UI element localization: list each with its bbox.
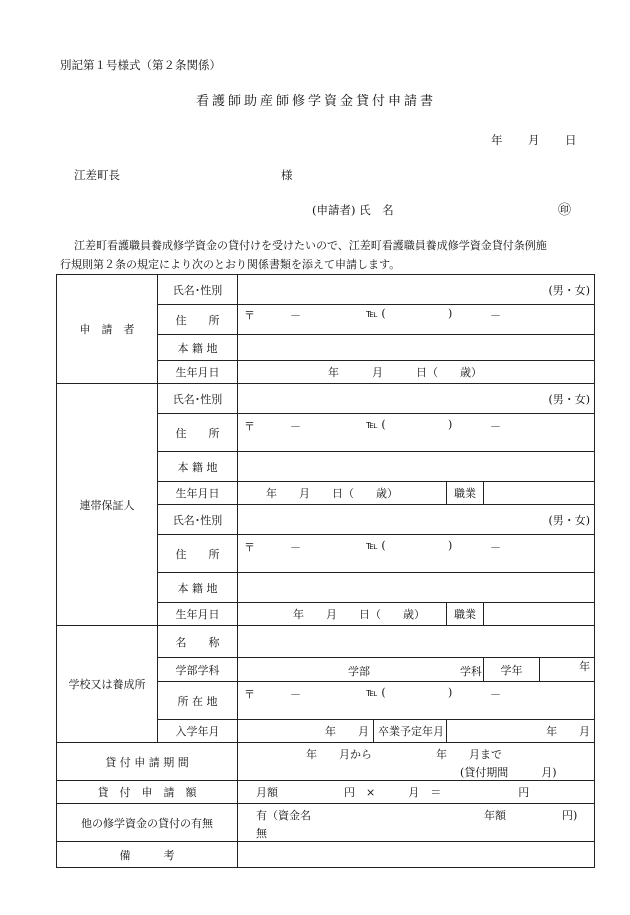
applicant-address-field[interactable] xyxy=(238,305,595,335)
tel-dash: － xyxy=(490,688,501,701)
enrollment-ym: 年 月 xyxy=(325,725,369,738)
period-total: (貸付期間 月) xyxy=(460,766,557,779)
label-name-sex: 氏名･性別 xyxy=(158,384,238,414)
postal-dash: － xyxy=(290,541,301,554)
loan-period-field[interactable] xyxy=(238,743,595,781)
grade-unit: 年 xyxy=(579,660,591,673)
guarantor2-occupation-field[interactable] xyxy=(484,603,595,626)
postal-dash: － xyxy=(290,309,301,322)
honorific: 様 xyxy=(281,168,293,182)
tel-label: ℡ ( xyxy=(366,686,386,699)
seal-mark: ㊞ xyxy=(558,203,572,218)
body-text-line-2: 行規則第２条の規定により次のとおり関係書類を添えて申請します。 xyxy=(60,258,401,271)
guarantor1-domicile-field[interactable] xyxy=(238,452,595,482)
tel-dash: － xyxy=(490,309,501,322)
tel-dash: － xyxy=(490,420,501,433)
postal-dash: － xyxy=(290,688,301,701)
label-faculty: 学部学科 xyxy=(158,658,238,682)
label-other-loans: 他の修学資金の貸付の有無 xyxy=(57,804,238,842)
grade-field[interactable] xyxy=(540,658,595,682)
label-domicile: 本 籍 地 xyxy=(158,452,238,482)
other-annual: 年額 xyxy=(484,809,506,822)
postal-mark: 〒 xyxy=(244,420,255,433)
birth-date-text: 年 月 日（ 歳） xyxy=(328,366,482,379)
guarantor1-name-field[interactable] xyxy=(238,384,595,414)
date-year: 年 xyxy=(491,133,503,147)
label-name-sex: 氏名･性別 xyxy=(158,275,238,305)
enrollment-field[interactable] xyxy=(238,720,374,743)
school-name-field[interactable] xyxy=(238,626,595,658)
tel-label: ℡ ( xyxy=(366,539,386,552)
label-birth: 生年月日 xyxy=(158,482,238,505)
graduation-field[interactable] xyxy=(447,720,595,743)
page-title: 看護師助産師修学資金貸付申請書 xyxy=(196,94,437,109)
sex-choice: (男・女) xyxy=(548,392,591,406)
guarantor2-birth-field[interactable] xyxy=(238,603,447,626)
date-day: 日 xyxy=(565,133,577,147)
postal-mark: 〒 xyxy=(244,309,255,322)
label-domicile: 本 籍 地 xyxy=(158,335,238,361)
tel-close: ) xyxy=(448,307,453,320)
birth-date-text: 年 月 日（ 歳） xyxy=(293,608,425,621)
other-yes: 有（資金名 xyxy=(256,809,311,822)
postal-mark: 〒 xyxy=(244,688,255,701)
loan-amount-field[interactable] xyxy=(238,781,595,804)
label-address: 住 所 xyxy=(158,305,238,335)
label-name-sex: 氏名･性別 xyxy=(158,505,238,535)
label-address: 住 所 xyxy=(158,414,238,452)
label-address: 住 所 xyxy=(158,535,238,573)
faculty-field[interactable] xyxy=(238,658,484,682)
form-number: 別記第１号様式（第２条関係） xyxy=(60,58,221,72)
guarantor1-address-field[interactable] xyxy=(238,414,595,452)
postal-dash: － xyxy=(290,420,301,433)
label-location: 所 在 地 xyxy=(158,682,238,720)
section-guarantor: 連帯保証人 xyxy=(57,384,158,626)
period-to: 年 月まで xyxy=(436,748,502,761)
application-form-table xyxy=(56,274,595,868)
guarantor2-domicile-field[interactable] xyxy=(238,573,595,603)
tel-dash: － xyxy=(490,541,501,554)
label-domicile: 本 籍 地 xyxy=(158,573,238,603)
label-birth: 生年月日 xyxy=(158,603,238,626)
applicant-birth-field[interactable] xyxy=(238,361,595,384)
label-enrollment: 入学年月 xyxy=(158,720,238,743)
addressee: 江差町長 xyxy=(74,168,120,182)
tel-close: ) xyxy=(448,539,453,552)
applicant-domicile-field[interactable] xyxy=(238,335,595,361)
other-loans-field[interactable] xyxy=(238,804,595,842)
date-month: 月 xyxy=(528,133,540,147)
tel-close: ) xyxy=(448,686,453,699)
tel-close: ) xyxy=(448,418,453,431)
postal-mark: 〒 xyxy=(244,541,255,554)
guarantor1-occupation-field[interactable] xyxy=(484,482,595,505)
section-applicant: 申 請 者 xyxy=(57,275,158,384)
amount-calc: 月額 円 × 月 ＝ 円 xyxy=(256,786,530,799)
birth-date-text: 年 月 日（ 歳） xyxy=(266,487,398,500)
label-remarks: 備 考 xyxy=(57,842,238,868)
label-birth: 生年月日 xyxy=(158,361,238,384)
guarantor2-address-field[interactable] xyxy=(238,535,595,573)
other-yen: 円) xyxy=(562,809,578,822)
label-graduation: 卒業予定年月 xyxy=(374,720,447,743)
school-location-field[interactable] xyxy=(238,682,595,720)
tel-label: ℡ ( xyxy=(366,418,386,431)
sex-choice: (男・女) xyxy=(548,513,591,527)
label-grade: 学年 xyxy=(484,658,540,682)
label-loan-period: 貸 付 申 請 期 間 xyxy=(57,743,238,781)
guarantor1-birth-field[interactable] xyxy=(238,482,447,505)
other-no: 無 xyxy=(256,827,267,840)
label-school-name: 名 称 xyxy=(158,626,238,658)
remarks-field[interactable] xyxy=(238,842,595,868)
faculty-unit: 学部 xyxy=(348,665,370,678)
tel-label: ℡ ( xyxy=(366,307,386,320)
department-unit: 学科 xyxy=(460,665,482,678)
label-occupation: 職業 xyxy=(447,482,484,505)
label-loan-amount: 貸 付 申 請 額 xyxy=(57,781,238,804)
applicant-name-label: (申請者) 氏 名 xyxy=(312,203,394,217)
period-from: 年 月から xyxy=(306,748,372,761)
section-school: 学校又は養成所 xyxy=(57,626,158,743)
label-occupation: 職業 xyxy=(447,603,484,626)
graduation-ym: 年 月 xyxy=(546,725,591,738)
body-text-line-1: 江差町看護職員養成修学資金の貸付けを受けたいので、江差町看護職員養成修学資金貸付条例施 xyxy=(74,239,547,252)
sex-choice: (男・女) xyxy=(548,283,591,297)
applicant-name-field[interactable] xyxy=(238,275,595,305)
guarantor2-name-field[interactable] xyxy=(238,505,595,535)
